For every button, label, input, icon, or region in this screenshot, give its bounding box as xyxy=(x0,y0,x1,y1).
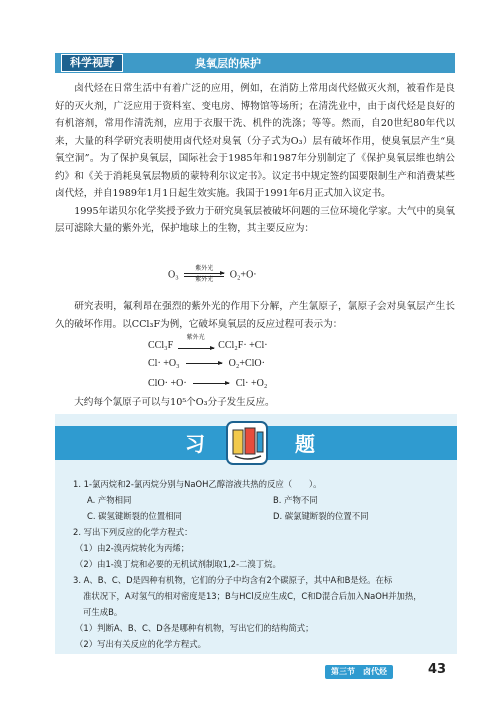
ozone-equation xyxy=(168,266,257,284)
q2-item-1: （1）由2-溴丙烷转化为丙烯； xyxy=(75,543,190,553)
arrow-icon xyxy=(186,363,222,364)
q1-options-row-2 xyxy=(73,508,445,524)
reaction-1-above: 紫外光 xyxy=(186,335,205,341)
pencil-notebook-icon xyxy=(215,416,285,468)
exercise-title-left: 习 xyxy=(185,432,205,456)
article-body-3 xyxy=(55,394,455,412)
section-footer: 第三节 卤代烃 xyxy=(325,665,393,679)
arrow-icon xyxy=(178,348,214,349)
page-number: 43 xyxy=(428,662,447,677)
question-3-line-2: 准状况下，A对氢气的相对密度是13；B与HCl反应生成C，C和D混合后加入NaOH并加热， xyxy=(83,591,422,601)
exercise-section xyxy=(55,414,457,654)
paragraph-1: 卤代烃在日常生活中有着广泛的应用，例如，在消防上常用卤代烃做灭火剂，被看作是良好的灭火剂，广泛应用于资料室、变电房、博物馆等场所；在清洗业中，由于卤代烃是良好的有机溶剂，常用作清洗剂，应用于衣服干洗、机件的洗涤；等等。然而，自20世纪80年代以来，大量的科学研究表明使用卤代烃对臭氧（分子式为O₃）层有破坏作用，使臭氧层产生“臭氧空洞”。为了保护臭氧层，国际社会于1985年和1987年分别制定了《保护臭氧层维也纳公约》和《关于消耗臭氧层物质的蒙特利尔议定书》。议定书中规定签约国要限制生产和消费某些卤代烃，并自1989年1月1日起生效实施。我国于1991年6月正式加入议定书。 xyxy=(55,83,455,199)
q1-option-b: B. 产物不同 xyxy=(273,495,318,505)
reaction-1-right: CCl₂F· +Cl· xyxy=(218,339,268,351)
question-2: 2. 写出下列反应的化学方程式： xyxy=(73,527,193,537)
q1-option-c: C. 碳氢键断裂的位置相同 xyxy=(87,511,182,521)
q3-item-2: （2）写出有关反应的化学方程式。 xyxy=(75,639,206,649)
eq1-above: 紫外光 xyxy=(195,266,214,272)
question-3-line-1: 3. A、B、C、D是四种有机物，它们的分子中均含有2个碳原子，其中A和B是烃。在标 xyxy=(73,575,393,585)
article-body-2 xyxy=(55,298,455,333)
reaction-3-right: Cl· +O₂ xyxy=(235,378,268,389)
reaction-1-left: CCl₃F xyxy=(148,339,174,351)
paragraph-3: 研究表明，氟利昂在强烈的紫外光的作用下分解，产生氯原子，氯原子会对臭氧层产生长久的破坏作用。以CCl₃F为例，它破坏臭氧层的反应过程可表示为： xyxy=(55,301,455,330)
eq1-below: 紫外光 xyxy=(195,277,214,283)
paragraph-2: 1995年诺贝尔化学奖授予致力于研究臭氧层被破坏问题的三位环境化学家。大气中的臭氧层可滤除大量的紫外光，保护地球上的生物，其主要反应为： xyxy=(55,205,455,234)
arrow-icon xyxy=(193,383,229,384)
reaction-2 xyxy=(148,357,265,371)
q1-option-d: D. 碳氯键断裂的位置不同 xyxy=(273,511,369,521)
paragraph-4: 大约每个氯原子可以与10⁵个O₃分子发生反应。 xyxy=(74,397,275,408)
article-title: 臭氧层的保护 xyxy=(195,57,261,70)
eq1-left: O₃ xyxy=(168,269,179,281)
reaction-1 xyxy=(148,335,268,356)
q1-option-a: A. 产物相同 xyxy=(87,495,132,505)
question-3-line-3: 可生成B。 xyxy=(83,607,123,617)
exercise-questions xyxy=(73,476,445,652)
eq1-right: O₂+O· xyxy=(229,269,257,281)
q1-options-row-1 xyxy=(73,492,445,508)
reaction-2-left: Cl· +O₃ xyxy=(148,358,180,369)
eq1-arrow xyxy=(184,266,224,284)
reaction-3-left: ClO· +O· xyxy=(148,378,187,389)
section-label: 科学视野 xyxy=(61,54,123,72)
reaction-3 xyxy=(148,377,267,391)
reversible-arrow-icon xyxy=(184,273,224,277)
science-vision-banner xyxy=(55,53,455,73)
q3-item-1: （1）判断A、B、C、D各是哪种有机物，写出它们的结构简式； xyxy=(75,623,314,633)
reaction-2-right: O₂+ClO· xyxy=(228,358,265,369)
article-body xyxy=(55,80,455,238)
question-1: 1. 1-氯丙烷和2-氯丙烷分别与NaOH乙醇溶液共热的反应（ ）。 xyxy=(73,479,322,489)
exercise-title-right: 题 xyxy=(295,432,315,456)
q2-item-2: （2）由1-溴丁烷和必要的无机试剂制取1,2-二溴丁烷。 xyxy=(75,559,281,569)
